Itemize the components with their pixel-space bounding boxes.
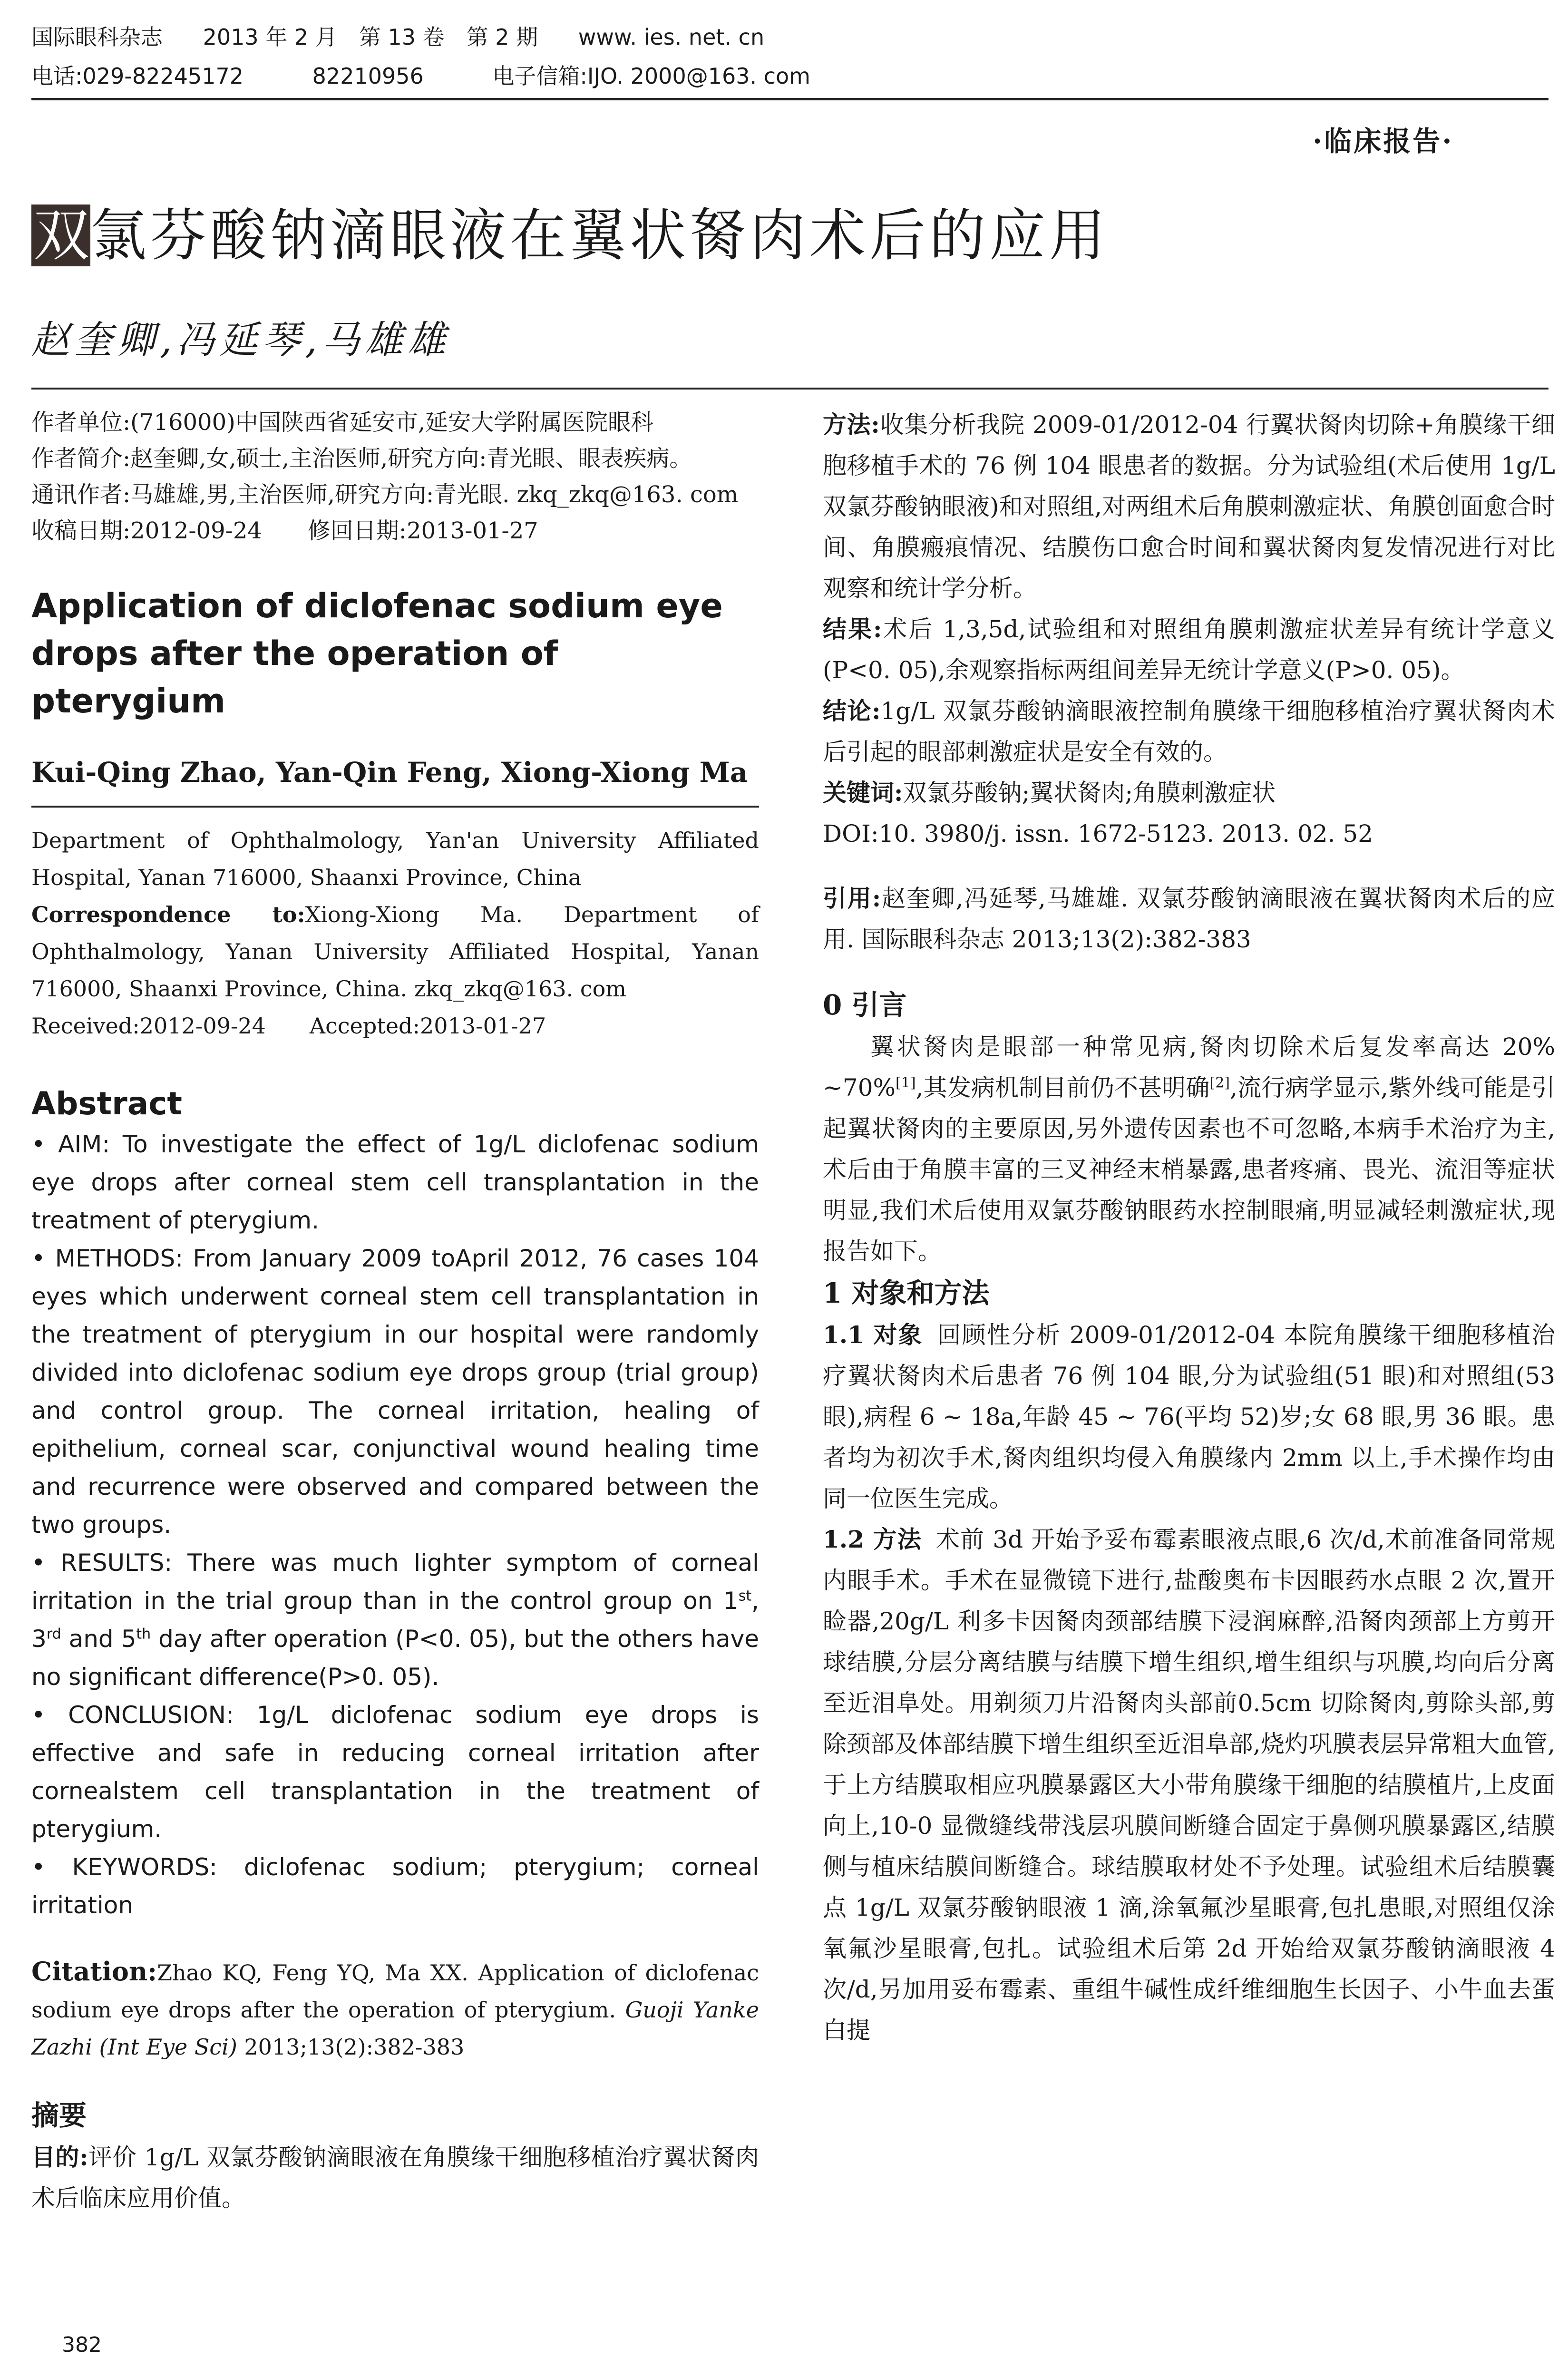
- citation-en: [31, 1953, 759, 2065]
- section-1-1-label: 1.1 对象: [823, 1321, 923, 1349]
- results-part-b: , 3: [31, 1587, 759, 1653]
- intro-heading: 0 引言: [823, 989, 907, 1021]
- english-authors: Kui-Qing Zhao, Yan-Qin Feng, Xiong-Xiong Ma: [31, 756, 748, 789]
- author-profile: 作者简介:赵奎卿,女,硕士,主治医师,研究方向:青光眼、眼表疾病。: [31, 445, 692, 472]
- title-rule: [31, 388, 1549, 390]
- journal-email: 电子信箱:IJO. 2000@163. com: [492, 63, 810, 89]
- cn-conclusion-text: 1g/L 双氯芬酸钠滴眼液控制角膜缘干细胞移植治疗翼状胬肉术后引起的眼部刺激症状是安全有效的。: [823, 697, 1555, 766]
- english-title: Application of diclofenac sodium eye drops after the operation of pterygium: [31, 586, 723, 721]
- authors-cn: 赵奎卿,冯延琴,马雄雄: [31, 318, 450, 362]
- cn-abstract-heading: 摘要: [31, 2099, 87, 2132]
- abstract-conclusion: • CONCLUSION: 1g/L diclofenac sodium eye drops is effective and safe in reducing corneal irritation after cornealstem cell transplantation in the treatment of pterygium.: [31, 1701, 759, 1843]
- right-column: [823, 404, 1555, 2051]
- cn-aim-text: 评价 1g/L 双氯芬酸钠滴眼液在角膜缘干细胞移植治疗翼状胬肉术后临床应用价值。: [31, 2143, 759, 2212]
- journal-phone-2: 82210956: [312, 63, 424, 89]
- results-part-d: day after operation (P<0. 05), but the others have no significant difference(P>0. 05).: [31, 1625, 759, 1691]
- cn-keywords-label: 关键词:: [823, 779, 903, 807]
- cn-abstract-methods: [823, 404, 1555, 609]
- journal-name: 国际眼科杂志: [31, 24, 163, 50]
- results-part-c: and 5: [61, 1625, 136, 1653]
- section-1-2: [823, 1519, 1555, 2051]
- affiliation-block: [31, 404, 759, 549]
- intro-part-b: ,其发病机制目前仍不甚明确: [915, 1074, 1210, 1101]
- article-title: [31, 205, 1109, 266]
- abstract-aim: • AIM: To investigate the effect of 1g/L diclofenac sodium eye drops after corneal stem cell transplantation in the treatment of pterygium.: [31, 1130, 759, 1234]
- sup-rd: rd: [46, 1626, 61, 1643]
- journal-website: www. ies. net. cn: [578, 24, 765, 50]
- section-1-1-text: 回顾性分析 2009-01/2012-04 本院角膜缘干细胞移植治疗翼状胬肉术后患者 76 例 104 眼,分为试验组(51 眼)和对照组(53 眼),病程 6 ~ 18a,年龄 45 ~ 76(平均 52)岁;女 68 眼,男 36 眼。患者均为初次手术,胬肉组织均侵入角膜缘内 2mm 以上,手术操作均由同一位医生完成。: [823, 1321, 1555, 1512]
- left-column: [31, 404, 759, 2219]
- ref-1: [1]: [896, 1074, 916, 1091]
- citation-text: Zhao KQ, Feng YQ, Ma XX. Application of diclofenac sodium eye drops after the operation of pterygium.: [31, 1960, 759, 2023]
- cn-aim-label: 目的:: [31, 2143, 88, 2171]
- header-rule: [31, 98, 1549, 100]
- abstract-keywords: • KEYWORDS: diclofenac sodium; pterygium; corneal irritation: [31, 1853, 759, 1919]
- page-number: 382: [62, 2333, 102, 2357]
- citation-label: Citation:: [31, 1956, 157, 1987]
- cn-abstract-results: [823, 609, 1555, 691]
- affiliation-unit: 作者单位:(716000)中国陕西省延安市,延安大学附属医院眼科: [31, 409, 654, 436]
- received-dates-en: Received:2012-09-24 Accepted:2013-01-27: [31, 1013, 546, 1039]
- correspondence-text: Xiong-Xiong Ma. Department of Ophthalmology, Yanan University Affiliated Hospital, Yanan 716000, Shaanxi Province, China. zkq_zkq@163. com: [31, 902, 759, 1002]
- citation-pages: 2013;13(2):382-383: [237, 2034, 465, 2060]
- cn-cite-label: 引用:: [823, 884, 881, 912]
- title-rest: 氯芬酸钠滴眼液在翼状胬肉术后的应用: [90, 203, 1110, 268]
- abstract-results: [31, 1544, 759, 1696]
- department: Department of Ophthalmology, Yan'an University Affiliated Hospital, Yanan 716000, Shaanxi Province, China: [31, 828, 759, 890]
- title-first-char: 双: [31, 205, 90, 266]
- journal-issue: 2013 年 2 月 第 13 卷 第 2 期: [203, 24, 538, 50]
- cn-abstract-aim: [31, 2137, 759, 2219]
- cn-keywords-text: 双氯芬酸钠;翼状胬肉;角膜刺激症状: [903, 779, 1276, 807]
- section-1-2-label: 1.2 方法: [823, 1525, 922, 1553]
- cn-cite-text: 赵奎卿,冯延琴,马雄雄. 双氯芬酸钠滴眼液在翼状胬肉术后的应用. 国际眼科杂志 2013;13(2):382-383: [823, 885, 1555, 953]
- cn-methods-label: 方法:: [823, 410, 880, 438]
- cn-conclusion-label: 结论:: [823, 697, 881, 725]
- english-affiliation-block: [31, 822, 759, 1044]
- intro-part-a: 翼状胬肉是眼部一种常见病,胬肉切除术后复发率高达 20% ~70%: [823, 1033, 1555, 1101]
- intro-part-c: ,流行病学显示,紫外线可能是引起翼状胬肉的主要原因,另外遗传因素也不可忽略,本病手术治疗为主,术后由于角膜丰富的三叉神经末梢暴露,患者疼痛、畏光、流泪等症状明显,我们术后使用双氯芬酸钠眼药水控制眼痛,明显减轻刺激症状,现报告如下。: [823, 1074, 1555, 1265]
- abstract-methods: • METHODS: From January 2009 toApril 2012, 76 cases 104 eyes which underwent corneal stem cell transplantation in the treatment of pterygium in our hospital were randomly divided into diclofenac sodium eye drops group (trial group) and control group. The corneal irritation, healing of epithelium, corneal scar, conjunctival wound healing time and recurrence were observed and compared between the two groups.: [31, 1245, 759, 1539]
- correspondence-label: Correspondence to:: [31, 902, 305, 927]
- journal-phone: 电话:029-82245172: [31, 63, 244, 89]
- cn-keywords: [823, 772, 1555, 813]
- sup-th: th: [136, 1626, 151, 1643]
- cn-citation: [823, 878, 1555, 960]
- section-1-2-text: 术前 3d 开始予妥布霉素眼液点眼,6 次/d,术前准备同常规内眼手术。手术在显微镜下进行,盐酸奥布卡因眼药水点眼 2 次,置开睑器,20g/L 利多卡因胬肉颈部结膜下浸润麻醉,沿胬肉颈部上方剪开球结膜,分层分离结膜与结膜下增生组织,增生组织与巩膜,均向后分离至近泪阜处。用剃须刀片沿胬肉头部前0.5cm 切除胬肉,剪除头部,剪除颈部及体部结膜下增生组织至近泪阜部,烧灼巩膜表层异常粗大血管,于上方结膜取相应巩膜暴露区大小带角膜缘干细胞的结膜植片,上皮面向上,10-0 显微缝线带浅层巩膜间断缝合固定于鼻侧巩膜暴露区,结膜侧与植床结膜间断缝合。球结膜取材处不予处理。试验组术后结膜囊点 1g/L 双氯芬酸钠眼液 1 滴,涂氧氟沙星眼膏,包扎患眼,对照组仅涂氧氟沙星眼膏,包扎。试验组术后第 2d 开始给双氯芬酸钠滴眼液 4 次/d,另加用妥布霉素、重组牛碱性成纤维细胞生长因子、小牛血去蛋白提: [823, 1526, 1555, 2044]
- cn-results-text: 术后 1,3,5d,试验组和对照组角膜刺激症状差异有统计学意义(P<0. 05),余观察指标两组间差异无统计学意义(P>0. 05)。: [823, 615, 1555, 684]
- ref-2: [2]: [1209, 1074, 1230, 1091]
- citation-journal: Guoji Yanke Zazhi (Int Eye Sci): [31, 1997, 759, 2060]
- cn-results-label: 结果:: [823, 615, 882, 643]
- cn-abstract-conclusion: [823, 691, 1555, 772]
- section-1-1: [823, 1315, 1555, 1519]
- authors-rule: [31, 806, 759, 808]
- abstract-heading: Abstract: [31, 1085, 182, 1122]
- cn-methods-text: 收集分析我院 2009-01/2012-04 行翼状胬肉切除+角膜缘干细胞移植手术的 76 例 104 眼患者的数据。分为试验组(术后使用 1g/L 双氯芬酸钠眼液)和对照组,对两组术后角膜刺激症状、角膜创面愈合时间、角膜瘢痕情况、结膜伤口愈合时间和翼状胬肉复发情况进行对比观察和统计学分析。: [823, 411, 1555, 602]
- section-tag: ·临床报告·: [1313, 125, 1454, 157]
- intro-paragraph: [823, 1026, 1555, 1272]
- results-part-a: • RESULTS: There was much lighter symptom of corneal irritation in the trial group than in the control group on 1: [31, 1549, 759, 1615]
- correspondence: [31, 896, 759, 1007]
- journal-header-line-1: [31, 23, 764, 51]
- corresponding-author-cn: 通讯作者:马雄雄,男,主治医师,研究方向:青光眼. zkq_zkq@163. com: [31, 481, 739, 508]
- journal-header-line-2: [31, 62, 810, 90]
- english-abstract: [31, 1125, 759, 1924]
- section-1-heading: 1 对象和方法: [823, 1277, 990, 1309]
- sup-st: st: [738, 1588, 752, 1605]
- doi: DOI:10. 3980/j. issn. 1672-5123. 2013. 02. 52: [823, 820, 1373, 848]
- received-dates-cn: 收稿日期:2012-09-24 修回日期:2013-01-27: [31, 517, 538, 544]
